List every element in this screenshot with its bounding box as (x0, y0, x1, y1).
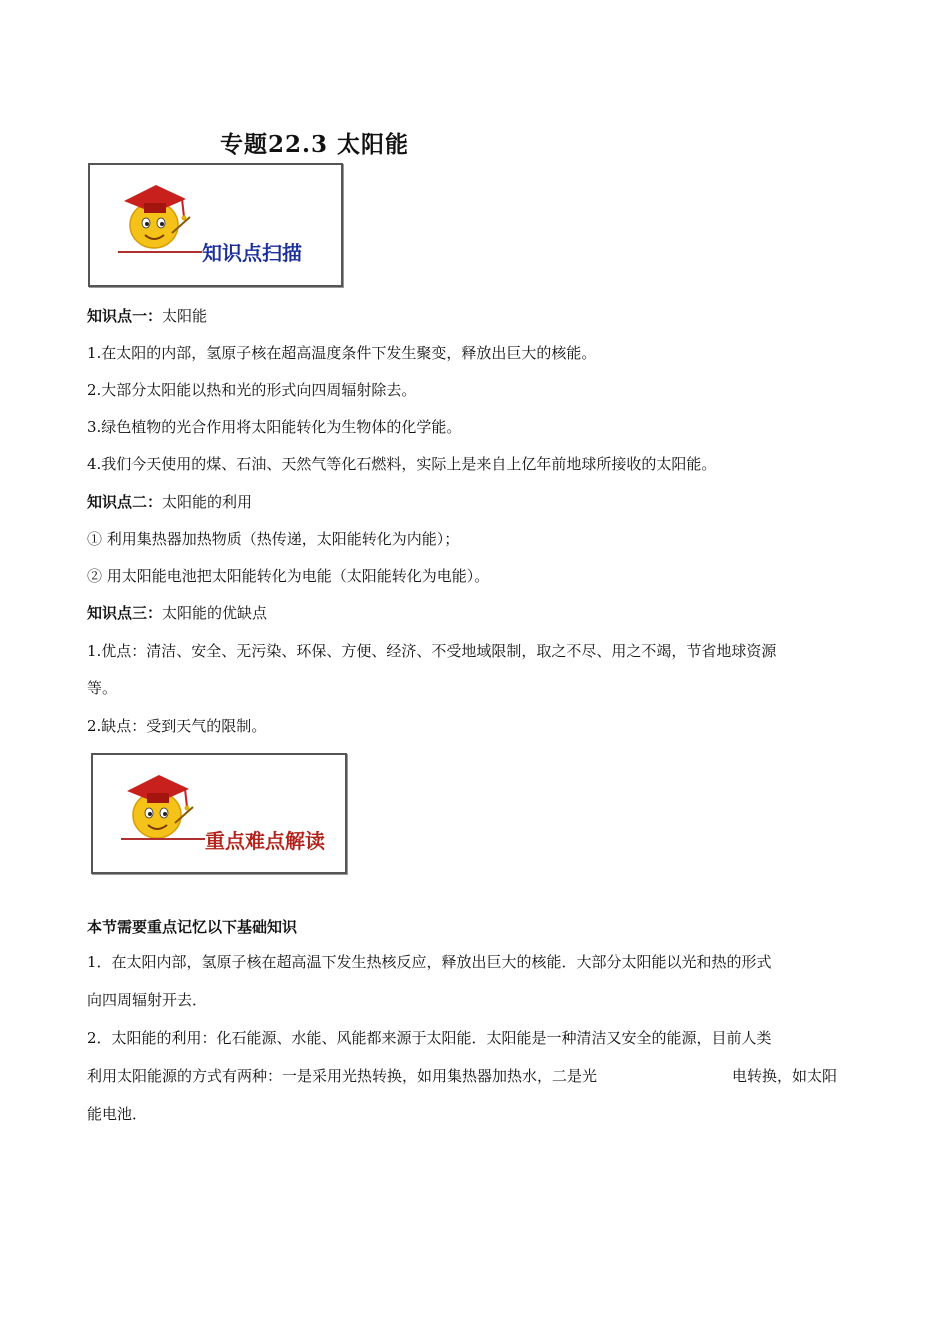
section-paragraph: 2．太阳能的利用：化石能源、水能、风能都来源于太阳能．太阳能是一种清洁又安全的能源，目前人类 (87, 1029, 772, 1047)
kp3-heading-line (87, 603, 267, 623)
knowledge-scan-label: 知识点扫描 (202, 241, 302, 265)
kp1-item: 3.绿色植物的光合作用将太阳能转化为生物体的化学能。 (87, 418, 462, 436)
banner-rule (121, 838, 205, 840)
kp2-item: ① 利用集热器加热物质（热传递，太阳能转化为内能）； (87, 530, 460, 548)
kp3-topic: 太阳能的优缺点 (162, 604, 268, 622)
knowledge-scan-banner (88, 163, 343, 287)
kp2-item: ② 用太阳能电池把太阳能转化为电能（太阳能转化为电能）。 (87, 567, 490, 585)
section-heading: 本节需要重点记忆以下基础知识 (87, 918, 298, 936)
kp3-heading: 知识点三： (87, 604, 163, 622)
kp3-item-cont: 等。 (87, 679, 118, 697)
kp1-item: 2.大部分太阳能以热和光的形式向四周辐射除去。 (87, 381, 417, 399)
kp3-item: 1.优点：清洁、安全、无污染、环保、方便、经济、不受地域限制，取之不尽、用之不竭，节省地球资源 (87, 642, 777, 660)
key-points-label: 重点难点解读 (205, 829, 325, 853)
section-paragraph-cont: 利用太阳能源的方式有两种：一是采用光热转换，如用集热器加热水，二是光 (87, 1067, 598, 1085)
kp1-heading-line (87, 306, 207, 326)
kp1-topic: 太阳能 (162, 307, 208, 325)
section-paragraph-cont: 电转换，如太阳 (732, 1067, 838, 1085)
kp2-heading: 知识点二： (87, 493, 163, 511)
kp1-item: 1.在太阳的内部，氢原子核在超高温度条件下发生聚变，释放出巨大的核能。 (87, 344, 597, 362)
kp1-item: 4.我们今天使用的煤、石油、天然气等化石燃料，实际上是来自上亿年前地球所接收的太阳能。 (87, 455, 717, 473)
kp3-item: 2.缺点：受到天气的限制。 (87, 717, 267, 735)
graduate-smiley-icon (114, 177, 194, 257)
graduate-smiley-icon (117, 767, 197, 847)
section-paragraph-cont: 能电池． (87, 1105, 148, 1123)
key-points-banner (91, 753, 347, 874)
kp2-topic: 太阳能的利用 (162, 493, 253, 511)
section-paragraph-cont: 向四周辐射开去． (87, 991, 208, 1009)
banner-rule (118, 251, 202, 253)
kp1-heading: 知识点一： (87, 307, 163, 325)
kp2-heading-line (87, 492, 252, 512)
page-title: 专题22.3 太阳能 (220, 131, 410, 158)
section-paragraph: 1．在太阳内部，氢原子核在超高温下发生热核反应，释放出巨大的核能．大部分太阳能以光和热的形式 (87, 953, 772, 971)
